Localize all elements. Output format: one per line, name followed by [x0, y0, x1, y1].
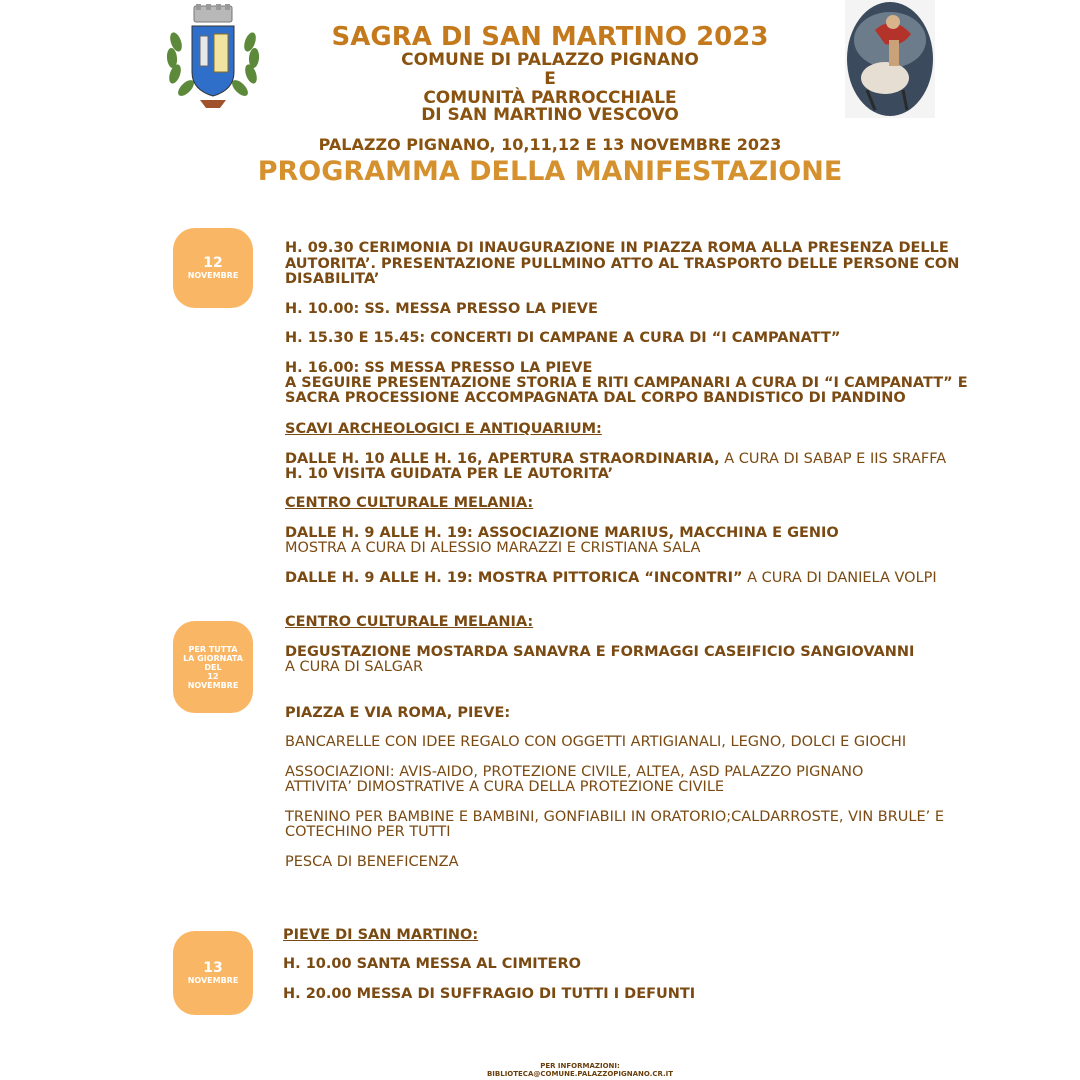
- item-bold-part: DALLE H. 10 ALLE H. 16, APERTURA STRAORDINARIA,: [285, 451, 720, 467]
- programme-item: ASSOCIAZIONI: AVIS-AIDO, PROTEZIONE CIVILE, ALTEA, ASD PALAZZO PIGNANO: [285, 764, 864, 780]
- programme-item: A CURA DI SALGAR: [285, 659, 424, 675]
- contact-label: PER INFORMAZIONI:: [540, 1062, 620, 1070]
- section-heading: CENTRO CULTURALE MELANIA:: [285, 614, 534, 630]
- section-heading: PIAZZA E VIA ROMA, PIEVE:: [285, 705, 511, 721]
- programme-item: MOSTRA A CURA DI ALESSIO MARAZZI E CRISTIANA SALA: [285, 540, 701, 556]
- programme-item: PESCA DI BENEFICENZA: [285, 854, 459, 870]
- programme-item: COTECHINO PER TUTTI: [285, 824, 451, 840]
- programme-item: DISABILITA’: [285, 271, 380, 287]
- badge-line: LA GIORNATA: [183, 653, 243, 663]
- item-bold-part: DALLE H. 9 ALLE H. 19: MOSTRA PITTORICA “INCONTRI”: [285, 570, 743, 586]
- programme-item: [285, 452, 946, 467]
- page-title: SAGRA DI SAN MARTINO 2023: [331, 22, 769, 52]
- contact-info: [480, 1062, 680, 1078]
- item-normal-part: A CURA DI SABAP E IIS SRAFFA: [719, 451, 947, 467]
- programme-item: AUTORITA’. PRESENTAZIONE PULLMINO ATTO AL TRASPORTO DELLE PERSONE CON: [285, 256, 960, 272]
- badge-month: NOVEMBRE: [187, 976, 239, 985]
- section-heading: SCAVI ARCHEOLOGICI E ANTIQUARIUM:: [285, 421, 602, 437]
- badge-line: 12: [207, 671, 219, 681]
- programme-item: H. 16.00: SS MESSA PRESSO LA PIEVE: [285, 360, 593, 376]
- programme-item: SACRA PROCESSIONE ACCOMPAGNATA DAL CORPO BANDISTICO DI PANDINO: [285, 390, 906, 406]
- badge-line: NOVEMBRE: [187, 680, 239, 690]
- programme-item: H. 10.00: SS. MESSA PRESSO LA PIEVE: [285, 301, 598, 317]
- badge-month: NOVEMBRE: [187, 271, 239, 280]
- organizer-line-3: COMUNITÀ PARROCCHIALE: [423, 88, 677, 108]
- programme-item: [285, 571, 937, 586]
- badge-line: DEL: [204, 662, 222, 672]
- date-badge-all-day: [173, 621, 253, 713]
- contact-email[interactable]: BIBLIOTECA@COMUNE.PALAZZOPIGNANO.CR.IT: [486, 1070, 674, 1078]
- date-badge-13-november: [173, 931, 253, 1015]
- date-badge-12-november: [173, 228, 253, 308]
- programme-item: ATTIVITA’ DIMOSTRATIVE A CURA DELLA PROTEZIONE CIVILE: [285, 779, 725, 795]
- programme-item: TRENINO PER BAMBINE E BAMBINI, GONFIABILI IN ORATORIO;CALDARROSTE, VIN BRULE’ E: [285, 809, 945, 825]
- programme-item: H. 20.00 MESSA DI SUFFRAGIO DI TUTTI I DEFUNTI: [283, 986, 696, 1002]
- organizer-line-2: E: [544, 69, 556, 89]
- programme-item: H. 10.00 SANTA MESSA AL CIMITERO: [283, 956, 581, 972]
- badge-day: 13: [203, 960, 223, 976]
- programme-item: H. 15.30 E 15.45: CONCERTI DI CAMPANE A CURA DI “I CAMPANATT”: [285, 330, 841, 346]
- programme-item: H. 10 VISITA GUIDATA PER LE AUTORITA’: [285, 466, 614, 482]
- badge-line: PER TUTTA: [188, 644, 238, 654]
- item-normal-part: A CURA DI DANIELA VOLPI: [742, 570, 937, 586]
- section-heading: CENTRO CULTURALE MELANIA:: [285, 495, 534, 511]
- organizer-line-1: COMUNE DI PALAZZO PIGNANO: [401, 50, 699, 70]
- programme-heading: PROGRAMMA DELLA MANIFESTAZIONE: [257, 156, 843, 187]
- organizer-line-4: DI SAN MARTINO VESCOVO: [421, 105, 679, 125]
- badge-day: 12: [203, 255, 223, 271]
- programme-item: A SEGUIRE PRESENTAZIONE STORIA E RITI CAMPANARI A CURA DI “I CAMPANATT” E: [285, 375, 968, 391]
- programme-item: H. 09.30 CERIMONIA DI INAUGURAZIONE IN PIAZZA ROMA ALLA PRESENZA DELLE: [285, 240, 949, 256]
- programme-item: BANCARELLE CON IDEE REGALO CON OGGETTI ARTIGIANALI, LEGNO, DOLCI E GIOCHI: [285, 734, 907, 750]
- event-dates: PALAZZO PIGNANO, 10,11,12 E 13 NOVEMBRE 2023: [318, 135, 782, 154]
- programme-item: DEGUSTAZIONE MOSTARDA SANAVRA E FORMAGGI CASEIFICIO SANGIOVANNI: [285, 644, 915, 660]
- section-heading: PIEVE DI SAN MARTINO:: [283, 927, 479, 943]
- programme-item: DALLE H. 9 ALLE H. 19: ASSOCIAZIONE MARIUS, MACCHINA E GENIO: [285, 525, 839, 541]
